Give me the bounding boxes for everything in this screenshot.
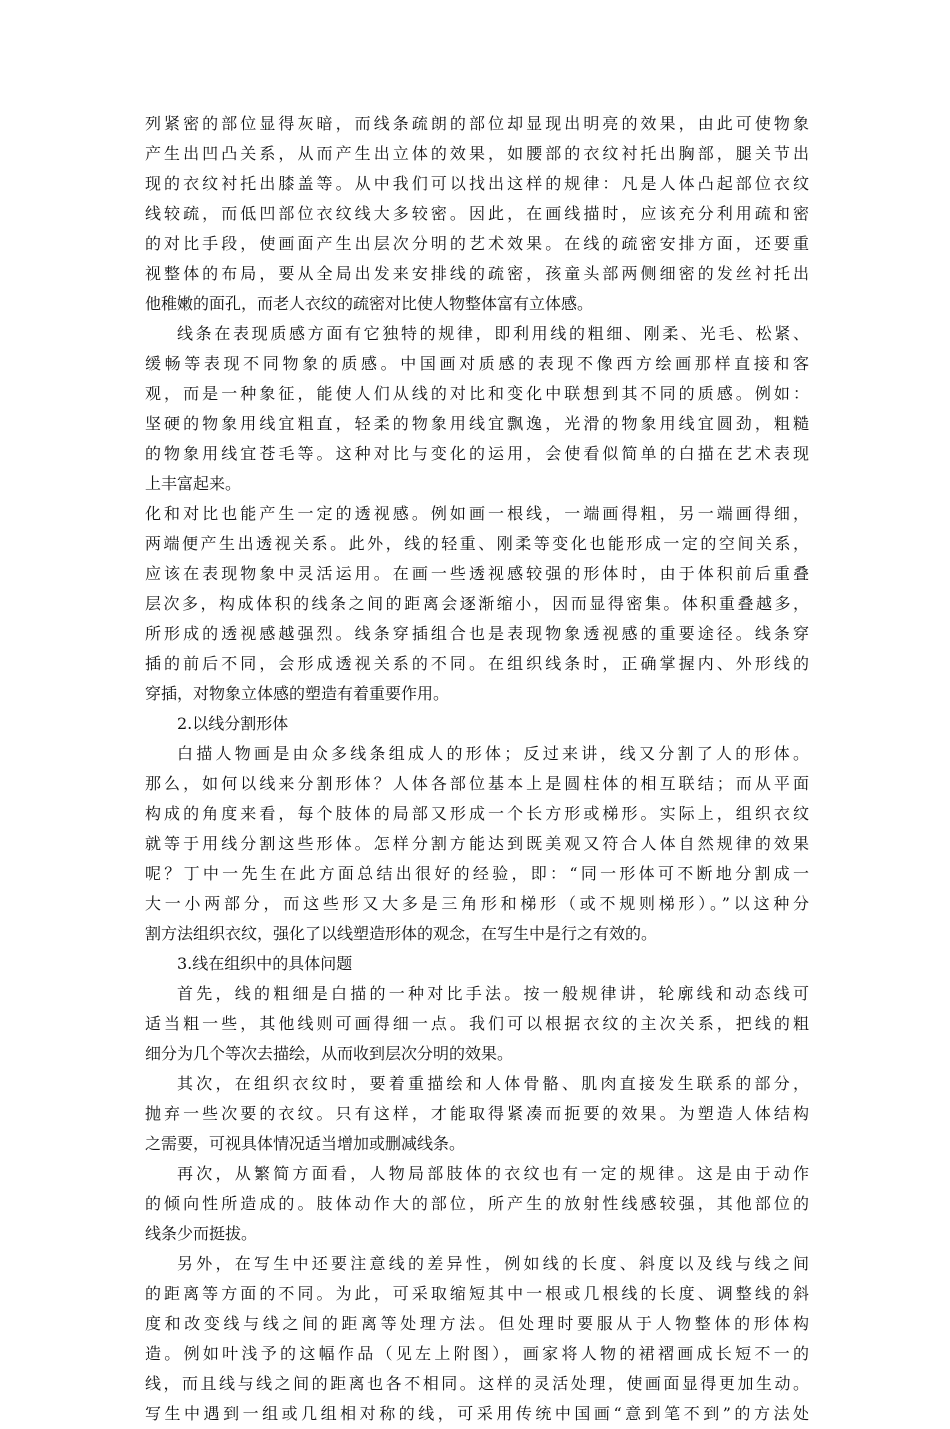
text-line: 之需要，可视具体情况适当增加或删减线条。 xyxy=(145,1134,466,1153)
text-line: 就等于用线分割这些形体。怎样分割方能达到既美观又符合人体自然规律的效果 xyxy=(145,834,809,853)
text-line: 那么，如何以线来分割形体？人体各部位基本上是圆柱体的相互联结；而从平面 xyxy=(145,774,809,793)
text-line: 写生中遇到一组或几组相对称的线，可采用传统中国画“意到笔不到”的方法处 xyxy=(145,1404,809,1423)
text-line: 现的衣纹衬托出膝盖等。从中我们可以找出这样的规律：凡是人体凸起部位衣纹 xyxy=(145,174,809,193)
text-line: 白描人物画是由众多线条组成人的形体；反过来讲，线又分割了人的形体。 xyxy=(177,744,809,763)
text-line: 所形成的透视感越强烈。线条穿插组合也是表现物象透视感的重要途径。线条穿 xyxy=(145,624,809,643)
text-line: 观，而是一种象征，能使人们从线的对比和变化中联想到其不同的质感。例如： xyxy=(145,384,809,403)
text-line: 线较疏，而低凹部位衣纹线大多较密。因此，在画线描时，应该充分利用疏和密 xyxy=(145,204,809,223)
text-line: 线条少而挺拔。 xyxy=(145,1224,258,1243)
paragraph-1 xyxy=(145,109,809,319)
text-line: 再次，从繁简方面看，人物局部肢体的衣纹也有一定的规律。这是由于动作 xyxy=(177,1164,809,1183)
text-line: 线，而且线与线之间的距离也各不相同。这样的灵活处理，使画面显得更加生动。 xyxy=(145,1374,809,1393)
text-line: 首先，线的粗细是白描的一种对比手法。按一般规律讲，轮廓线和动态线可 xyxy=(177,984,809,1003)
section-heading-2: 2.以线分割形体 xyxy=(177,714,289,733)
text-line: 缓畅等表现不同物象的质感。中国画对质感的表现不像西方绘画那样直接和客 xyxy=(145,354,809,373)
text-line: 其次，在组织衣纹时，要着重描绘和人体骨骼、肌肉直接发生联系的部分， xyxy=(177,1074,809,1093)
text-line: 细分为几个等次去描绘，从而收到层次分明的效果。 xyxy=(145,1044,514,1063)
text-line: 造。例如叶浅予的这幅作品（见左上附图），画家将人物的裙褶画成长短不一的 xyxy=(145,1344,809,1363)
text-line: 化和对比也能产生一定的透视感。例如画一根线，一端画得粗，另一端画得细， xyxy=(145,504,809,523)
text-line: 列紧密的部位显得灰暗，而线条疏朗的部位却显现出明亮的效果，由此可使物象 xyxy=(145,114,809,133)
text-line: 穿插，对物象立体感的塑造有着重要作用。 xyxy=(145,684,450,703)
text-line: 两端便产生出透视关系。此外，线的轻重、刚柔等变化也能形成一定的空间关系， xyxy=(145,534,809,553)
text-line: 适当粗一些，其他线则可画得细一点。我们可以根据衣纹的主次关系，把线的粗 xyxy=(145,1014,809,1033)
text-line: 层次多，构成体积的线条之间的距离会逐渐缩小，因而显得密集。体积重叠越多， xyxy=(145,594,809,613)
paragraph-3 xyxy=(145,499,809,709)
text-line: 视整体的布局，要从全局出发来安排线的疏密，孩童头部两侧细密的发丝衬托出 xyxy=(145,264,809,283)
text-line: 插的前后不同，会形成透视关系的不同。在组织线条时，正确掌握内、外形线的 xyxy=(145,654,809,673)
paragraph-6 xyxy=(145,1069,809,1159)
text-line: 大一小两部分，而这些形又大多是三角形和梯形（或不规则梯形）。”以这种分 xyxy=(145,894,809,913)
paragraph-5 xyxy=(145,979,809,1069)
paragraph-4 xyxy=(145,739,809,949)
document-page xyxy=(145,109,809,1429)
text-line: 的倾向性所造成的。肢体动作大的部位，所产生的放射性线感较强，其他部位的 xyxy=(145,1194,809,1213)
paragraph-2 xyxy=(145,319,809,499)
text-line: 他稚嫩的面孔，而老人衣纹的疏密对比使人物整体富有立体感。 xyxy=(145,294,594,313)
text-line: 应该在表现物象中灵活运用。在画一些透视感较强的形体时，由于体积前后重叠 xyxy=(145,564,809,583)
paragraph-8 xyxy=(145,1249,809,1429)
paragraph-7 xyxy=(145,1159,809,1249)
section-heading-3: 3.线在组织中的具体问题 xyxy=(177,954,353,973)
text-line: 坚硬的物象用线宜粗直，轻柔的物象用线宜飘逸，光滑的物象用线宜圆劲，粗糙 xyxy=(145,414,809,433)
text-line: 构成的角度来看，每个肢体的局部又形成一个长方形或梯形。实际上，组织衣纹 xyxy=(145,804,809,823)
text-line: 呢？丁中一先生在此方面总结出很好的经验，即：“同一形体可不断地分割成一 xyxy=(145,864,809,883)
text-line: 的对比手段，使画面产生出层次分明的艺术效果。在线的疏密安排方面，还要重 xyxy=(145,234,809,253)
text-line: 线条在表现质感方面有它独特的规律，即利用线的粗细、刚柔、光毛、松紧、 xyxy=(177,324,809,343)
text-line: 割方法组织衣纹，强化了以线塑造形体的观念，在写生中是行之有效的。 xyxy=(145,924,658,943)
text-line: 的物象用线宜苍毛等。这种对比与变化的运用，会使看似简单的白描在艺术表现 xyxy=(145,444,809,463)
text-line: 上丰富起来。 xyxy=(145,474,242,493)
text-line: 度和改变线与线之间的距离等处理方法。但处理时要服从于人物整体的形体构 xyxy=(145,1314,809,1333)
text-line: 的距离等方面的不同。为此，可采取缩短其中一根或几根线的长度、调整线的斜 xyxy=(145,1284,809,1303)
text-line: 产生出凹凸关系，从而产生出立体的效果，如腰部的衣纹衬托出胸部，腿关节出 xyxy=(145,144,809,163)
text-line: 抛弃一些次要的衣纹。只有这样，才能取得紧凑而扼要的效果。为塑造人体结构 xyxy=(145,1104,809,1123)
text-line: 另外，在写生中还要注意线的差异性，例如线的长度、斜度以及线与线之间 xyxy=(177,1254,809,1273)
